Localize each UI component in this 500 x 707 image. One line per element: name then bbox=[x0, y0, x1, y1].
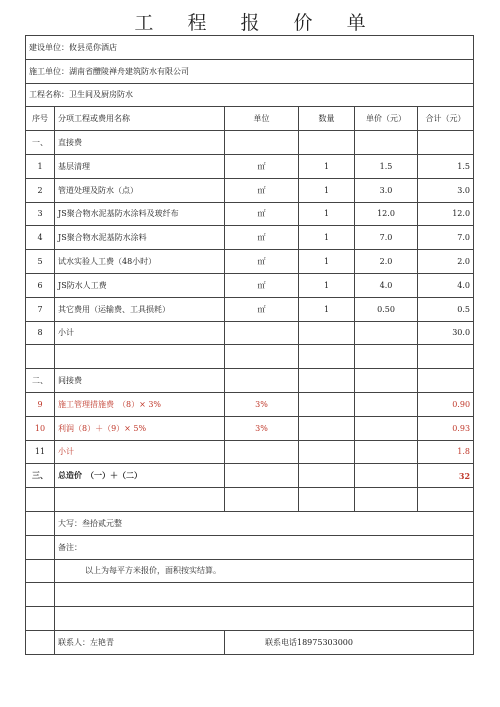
table-row bbox=[26, 154, 474, 178]
row-no: 11 bbox=[26, 440, 55, 464]
row-no: 3 bbox=[26, 202, 55, 226]
row-qty: 1 bbox=[299, 226, 355, 250]
row-total: 3.0 bbox=[418, 178, 474, 202]
row-price: 1.5 bbox=[355, 154, 418, 178]
row-unit: ㎡ bbox=[225, 273, 299, 297]
section-indirect-row bbox=[26, 369, 474, 393]
row-total: 2.0 bbox=[418, 250, 474, 274]
remark-text-row bbox=[26, 559, 474, 583]
row-qty: 1 bbox=[299, 250, 355, 274]
row-no: 9 bbox=[26, 392, 55, 416]
header-name: 分项工程或费用名称 bbox=[55, 107, 225, 131]
section-label: 直接费 bbox=[55, 131, 225, 155]
row-qty: 1 bbox=[299, 297, 355, 321]
project-label: 工程名称：卫生间及厨房防水 bbox=[26, 83, 474, 107]
client-label: 建设单位：攸县觅你酒店 bbox=[26, 36, 474, 60]
row-no: 1 bbox=[26, 154, 55, 178]
row-no: 2 bbox=[26, 178, 55, 202]
table-row bbox=[26, 273, 474, 297]
row-unit: ㎡ bbox=[225, 178, 299, 202]
subtotal-label: 小计 bbox=[55, 440, 225, 464]
header-no: 序号 bbox=[26, 107, 55, 131]
header-qty: 数量 bbox=[299, 107, 355, 131]
row-name: 施工管理措施费 （8）× 3% bbox=[55, 392, 225, 416]
capital-amount: 大写：叁拾贰元整 bbox=[55, 511, 474, 535]
row-name: 管道处理及防水（点） bbox=[55, 178, 225, 202]
row-no: 8 bbox=[26, 321, 55, 345]
row-name: JS聚合物水泥基防水涂料及玻纤布 bbox=[55, 202, 225, 226]
table-row bbox=[26, 392, 474, 416]
header-price: 单价（元） bbox=[355, 107, 418, 131]
row-unit: 3% bbox=[225, 416, 299, 440]
row-qty: 1 bbox=[299, 202, 355, 226]
subtotal-value: 1.8 bbox=[418, 440, 474, 464]
header-total: 合计（元） bbox=[418, 107, 474, 131]
row-no: 7 bbox=[26, 297, 55, 321]
table-row bbox=[26, 202, 474, 226]
table-row bbox=[26, 250, 474, 274]
quotation-table bbox=[25, 35, 474, 655]
blank-row bbox=[26, 607, 474, 631]
row-price: 3.0 bbox=[355, 178, 418, 202]
row-total: 0.93 bbox=[418, 416, 474, 440]
row-name: 基层清理 bbox=[55, 154, 225, 178]
remark-label: 备注： bbox=[55, 535, 474, 559]
table-row bbox=[26, 416, 474, 440]
table-row bbox=[26, 297, 474, 321]
row-price: 4.0 bbox=[355, 273, 418, 297]
row-no: 5 bbox=[26, 250, 55, 274]
row-total: 0.90 bbox=[418, 392, 474, 416]
row-name: JS聚合物水泥基防水涂料 bbox=[55, 226, 225, 250]
header-row bbox=[26, 107, 474, 131]
row-price: 0.50 bbox=[355, 297, 418, 321]
grand-label: 总造价 （一）＋（二） bbox=[55, 464, 225, 488]
row-unit: ㎡ bbox=[225, 250, 299, 274]
subtotal-value: 30.0 bbox=[418, 321, 474, 345]
section-label: 间接费 bbox=[55, 369, 225, 393]
row-unit: 3% bbox=[225, 392, 299, 416]
row-no: 4 bbox=[26, 226, 55, 250]
row-name: 利润（8）＋（9）× 5% bbox=[55, 416, 225, 440]
row-total: 12.0 bbox=[418, 202, 474, 226]
capital-row bbox=[26, 511, 474, 535]
row-unit: ㎡ bbox=[225, 226, 299, 250]
row-total: 7.0 bbox=[418, 226, 474, 250]
row-name: JS防水人工费 bbox=[55, 273, 225, 297]
row-qty: 1 bbox=[299, 273, 355, 297]
blank-row bbox=[26, 583, 474, 607]
client-row bbox=[26, 36, 474, 60]
project-row bbox=[26, 83, 474, 107]
page-title: 工 程 报 价 单 bbox=[134, 12, 380, 34]
row-name: 试水实验人工费（48小时） bbox=[55, 250, 225, 274]
remark-row bbox=[26, 535, 474, 559]
section-no: 二、 bbox=[26, 369, 55, 393]
table-row bbox=[26, 178, 474, 202]
blank-row bbox=[26, 488, 474, 512]
contractor-label: 施工单位：湖南省醴陵禅舟建筑防水有限公司 bbox=[26, 59, 474, 83]
row-price: 12.0 bbox=[355, 202, 418, 226]
contact-person: 联系人：左艳青 bbox=[55, 630, 225, 654]
contact-row bbox=[26, 630, 474, 654]
row-qty: 1 bbox=[299, 154, 355, 178]
subtotal-label: 小计 bbox=[55, 321, 225, 345]
indirect-subtotal-row bbox=[26, 440, 474, 464]
section-no: 一、 bbox=[26, 131, 55, 155]
row-total: 1.5 bbox=[418, 154, 474, 178]
section-direct-row bbox=[26, 131, 474, 155]
row-total: 4.0 bbox=[418, 273, 474, 297]
grand-total-row bbox=[26, 464, 474, 488]
grand-no: 三、 bbox=[26, 464, 55, 488]
row-unit: ㎡ bbox=[225, 202, 299, 226]
row-no: 6 bbox=[26, 273, 55, 297]
contact-phone: 联系电话18975303000 bbox=[225, 630, 474, 654]
row-qty: 1 bbox=[299, 178, 355, 202]
grand-total-value: 32 bbox=[418, 464, 474, 488]
remark-text: 以上为每平方米报价，面积按实结算。 bbox=[55, 559, 474, 583]
row-name: 其它费用（运输费、工具损耗） bbox=[55, 297, 225, 321]
contractor-row bbox=[26, 59, 474, 83]
table-row bbox=[26, 226, 474, 250]
row-price: 2.0 bbox=[355, 250, 418, 274]
row-unit: ㎡ bbox=[225, 154, 299, 178]
blank-row bbox=[26, 345, 474, 369]
row-price: 7.0 bbox=[355, 226, 418, 250]
direct-subtotal-row bbox=[26, 321, 474, 345]
row-no: 10 bbox=[26, 416, 55, 440]
header-unit: 单位 bbox=[225, 107, 299, 131]
row-unit: ㎡ bbox=[225, 297, 299, 321]
row-total: 0.5 bbox=[418, 297, 474, 321]
